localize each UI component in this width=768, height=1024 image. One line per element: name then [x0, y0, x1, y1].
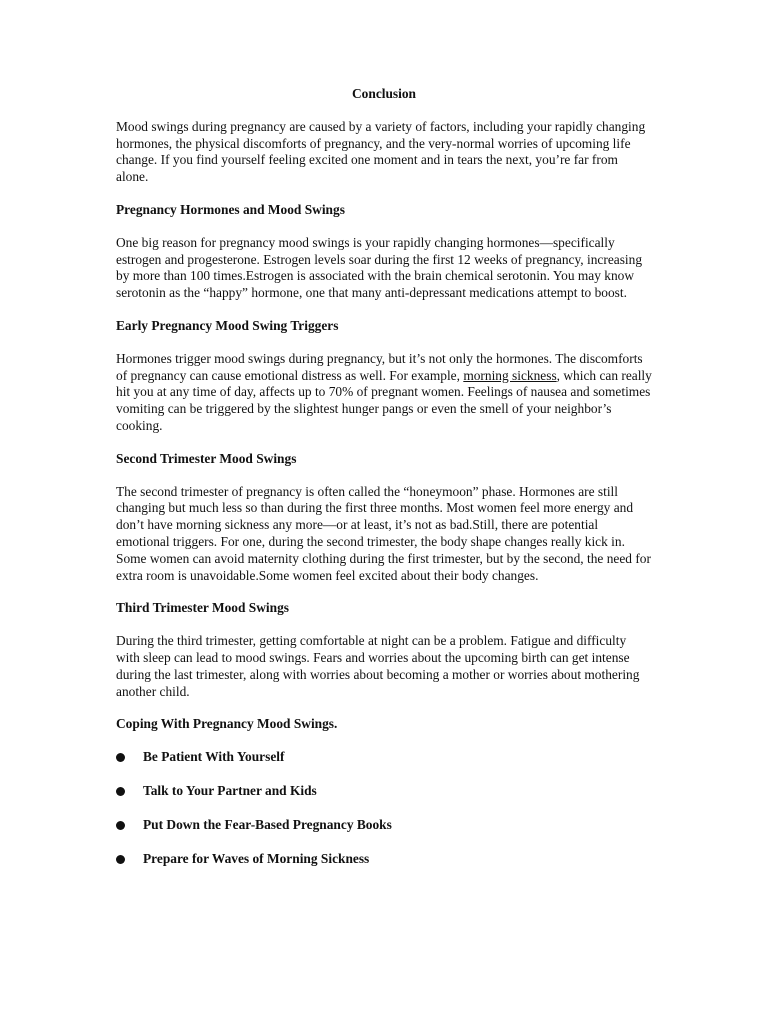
bullet-icon [116, 753, 125, 762]
document-page [116, 86, 652, 884]
coping-tips-list [116, 749, 652, 867]
list-item [116, 817, 652, 834]
section-heading-second-trimester: Second Trimester Mood Swings [116, 450, 297, 466]
early-triggers-text-before: Hormones trigger mood swings during pregnancy, but it’s not only the hormones. The discomforts of pregnancy can cause emotional distress as well. For example, [116, 350, 643, 383]
list-item-label: Prepare for Waves of Morning Sickness [143, 850, 370, 866]
section-heading-hormones: Pregnancy Hormones and Mood Swings [116, 201, 345, 217]
bullet-icon [116, 821, 125, 830]
list-item-label: Talk to Your Partner and Kids [143, 782, 317, 798]
section-body-second-trimester: The second trimester of pregnancy is often called the “honeymoon” phase. Hormones are still changing but much less so than during the first three months. Most women feel more energy and don’t have morning sickness any more—or at least, it’s not as bad.Still, there are potential emotional triggers. For one, during the second trimester, the body shape changes really kick in. Some women can avoid maternity clothing during the first trimester, but by the second, the need for extra room is unavoidable.Some women feel excited about their body changes. [116, 483, 651, 583]
section-body-hormones: One big reason for pregnancy mood swings is your rapidly changing hormones—specifically estrogen and progesterone. Estrogen levels soar during the first 12 weeks of pregnancy, increasing by more than 100 times.Estrogen is associated with the brain chemical serotonin. You may know serotonin as the “happy” hormone, one that many anti-depressant medications attempt to boost. [116, 234, 643, 301]
list-item-label: Be Patient With Yourself [143, 749, 285, 765]
intro-paragraph: Mood swings during pregnancy are caused by a variety of factors, including your rapidly changing hormones, the physical discomforts of pregnancy, and the very-normal worries of upcoming life change. If you find yourself feeling excited one moment and in tears the next, you’re far from alone. [116, 118, 646, 185]
early-triggers-text-after: , which can really hit you at any time of day, affects up to 70% of pregnant women. Feelings of nausea and sometimes vomiting can be triggered by the slightest hunger pangs or even the smell of your neighbor’s cooking. [116, 367, 652, 433]
list-item [116, 749, 652, 766]
morning-sickness-link[interactable]: morning sickness [463, 367, 557, 383]
bullet-icon [116, 855, 125, 864]
bullet-icon [116, 787, 125, 796]
section-body-third-trimester: During the third trimester, getting comfortable at night can be a problem. Fatigue and difficulty with sleep can lead to mood swings. Fears and worries about the upcoming birth can get intense during the last trimester, along with worries about becoming a mother or worries about mothering another child. [116, 633, 640, 699]
section-heading-third-trimester: Third Trimester Mood Swings [116, 600, 289, 616]
section-heading-coping: Coping With Pregnancy Mood Swings. [116, 716, 338, 732]
section-heading-early-triggers: Early Pregnancy Mood Swing Triggers [116, 317, 339, 333]
page-title: Conclusion [352, 86, 416, 101]
list-item-label: Put Down the Fear-Based Pregnancy Books [143, 816, 392, 832]
section-body-early-triggers [116, 351, 652, 435]
list-item [116, 783, 652, 800]
list-item [116, 851, 652, 868]
